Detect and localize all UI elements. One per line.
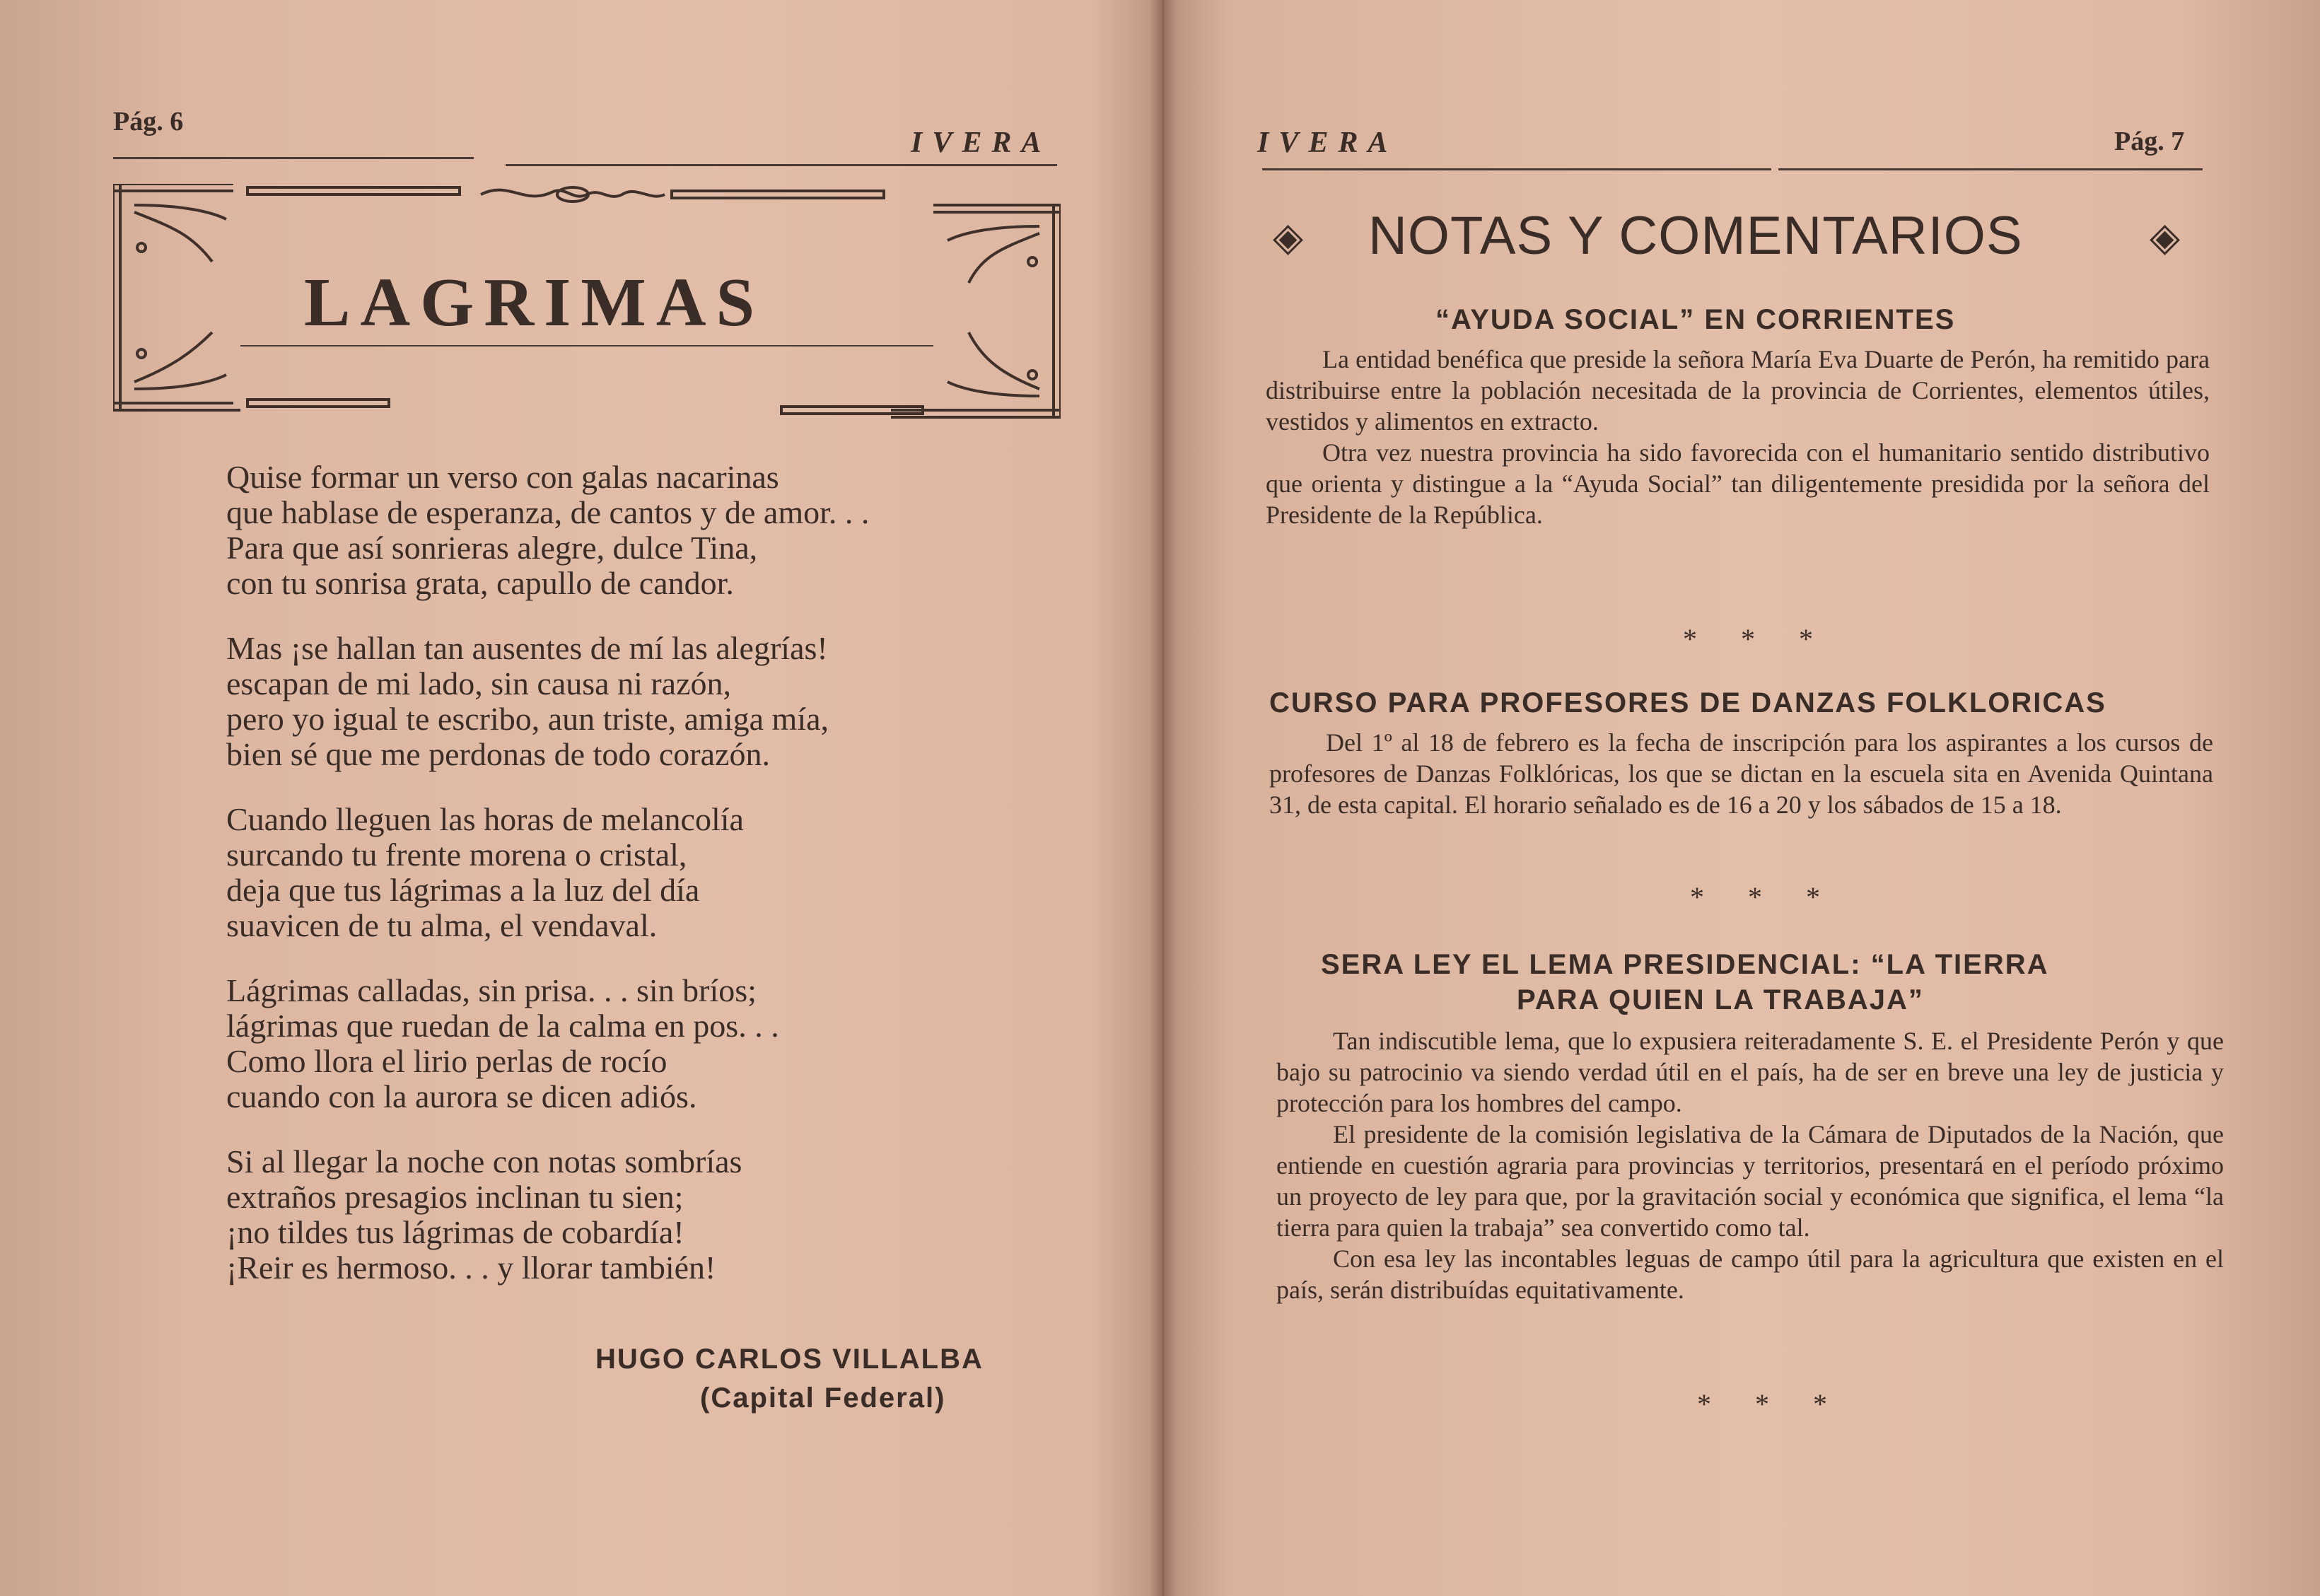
poem-title: LAGRIMAS xyxy=(304,264,765,341)
verse-line: pero yo igual te escribo, aun triste, amiga mía, xyxy=(226,701,829,737)
verse-line: ¡Reir es hermoso. . . y llorar también! xyxy=(226,1250,716,1286)
paragraph: Otra vez nuestra provincia ha sido favorecida con el humanitario sentido distributivo que orienta y distingue a la “Ayuda Social” tan diligentemente presidida por la señora del Presidente de la República. xyxy=(1266,438,2210,529)
stanza xyxy=(226,631,829,772)
verse-line: que hablase de esperanza, de cantos y de amor. . . xyxy=(226,494,870,530)
verse-line: lágrimas que ruedan de la calma en pos. . . xyxy=(226,1008,779,1044)
article-heading: PARA QUIEN LA TRABAJA” xyxy=(1517,984,1924,1015)
article-body xyxy=(1276,1025,2224,1305)
verse-line: Si al llegar la noche con notas sombrías xyxy=(226,1143,742,1179)
diamond-ornament-icon: ◈ xyxy=(1273,214,1304,259)
page-number-left: Pág. 6 xyxy=(113,107,184,136)
title-underline xyxy=(240,345,933,346)
verse-line: extraños presagios inclinan tu sien; xyxy=(226,1179,684,1215)
verse-line: Mas ¡se hallan tan ausentes de mí las alegrías! xyxy=(226,630,828,666)
article-heading: CURSO PARA PROFESORES DE DANZAS FOLKLORICAS xyxy=(1269,687,2106,718)
verse-line: Para que así sonrieras alegre, dulce Tina, xyxy=(226,530,758,566)
header-rule xyxy=(1778,168,2203,170)
running-head-left: IVERA xyxy=(911,127,1051,159)
stanza xyxy=(226,802,744,943)
running-head-right: IVERA xyxy=(1257,127,1398,159)
paragraph: Del 1º al 18 de febrero es la fecha de inscripción para los aspirantes a los cursos de profesores de Danzas Folklóricas, los que se dictan en la escuela sita en Avenida Quintana 31, de esta capital. El horario señalado es de 16 a 20 y los sábados de 15 a 18. xyxy=(1269,728,2213,819)
section-title: NOTAS Y COMENTARIOS xyxy=(1368,206,2023,266)
verse-line: Lágrimas calladas, sin prisa. . . sin bríos; xyxy=(226,972,757,1008)
verse-line: con tu sonrisa grata, capullo de candor. xyxy=(226,565,734,601)
verse-line: Quise formar un verso con galas nacarinas xyxy=(226,459,779,495)
verse-line: surcando tu frente morena o cristal, xyxy=(226,837,687,873)
stanza xyxy=(226,973,779,1114)
header-rule xyxy=(506,164,1057,166)
stanza xyxy=(226,460,869,601)
verse-line: cuando con la aurora se dicen adiós. xyxy=(226,1078,697,1114)
separator: * * * xyxy=(1683,623,1831,655)
page-number-right: Pág. 7 xyxy=(2114,127,2185,156)
paragraph: Tan indiscutible lema, que lo expusiera reiteradamente S. E. el Presidente Perón y que bajo su patrocinio va siendo verdad útil en el país, ha de ser en breve una ley de justicia y protección para los hombres del campo. xyxy=(1276,1027,2224,1117)
author-location: (Capital Federal) xyxy=(700,1382,946,1414)
separator: * * * xyxy=(1697,1388,1846,1420)
verse-line: escapan de mi lado, sin causa ni razón, xyxy=(226,665,732,701)
paragraph: La entidad benéfica que preside la señora María Eva Duarte de Perón, ha remitido para distribuirse entre la población necesitada de la provincia de Corrientes, elementos útiles, vestidos y alimentos en extracto. xyxy=(1266,345,2210,436)
diamond-ornament-icon: ◈ xyxy=(2150,214,2181,259)
article-heading: SERA LEY EL LEMA PRESIDENCIAL: “LA TIERRA xyxy=(1321,949,2049,980)
verse-line: Como llora el lirio perlas de rocío xyxy=(226,1043,668,1079)
header-rule xyxy=(113,157,474,159)
header-rule xyxy=(1262,168,1771,170)
paragraph: Con esa ley las incontables leguas de campo útil para la agricultura que existen en el país, serán distribuídas equitativamente. xyxy=(1276,1245,2224,1304)
verse-line: ¡no tildes tus lágrimas de cobardía! xyxy=(226,1214,684,1250)
separator: * * * xyxy=(1690,881,1838,913)
stanza xyxy=(226,1144,742,1286)
poem-author: HUGO CARLOS VILLALBA xyxy=(595,1344,984,1375)
article-body xyxy=(1266,344,2210,530)
paragraph: El presidente de la comisión legislativa de la Cámara de Diputados de la Nación, que entiende en cuestión agraria para provincias y territorios, presentará en el período próximo un proyecto de ley para que, por la gravitación social y económica que significa, el lema “la tierra para quien la trabaja” sea convertido como tal. xyxy=(1276,1120,2224,1242)
verse-line: deja que tus lágrimas a la luz del día xyxy=(226,872,700,908)
verse-line: suavicen de tu alma, el vendaval. xyxy=(226,907,658,943)
verse-line: Cuando lleguen las horas de melancolía xyxy=(226,801,744,837)
article-heading: “AYUDA SOCIAL” EN CORRIENTES xyxy=(1435,304,1956,335)
verse-line: bien sé que me perdonas de todo corazón. xyxy=(226,736,770,772)
book-gutter xyxy=(1149,0,1177,1596)
article-body xyxy=(1269,727,2213,820)
